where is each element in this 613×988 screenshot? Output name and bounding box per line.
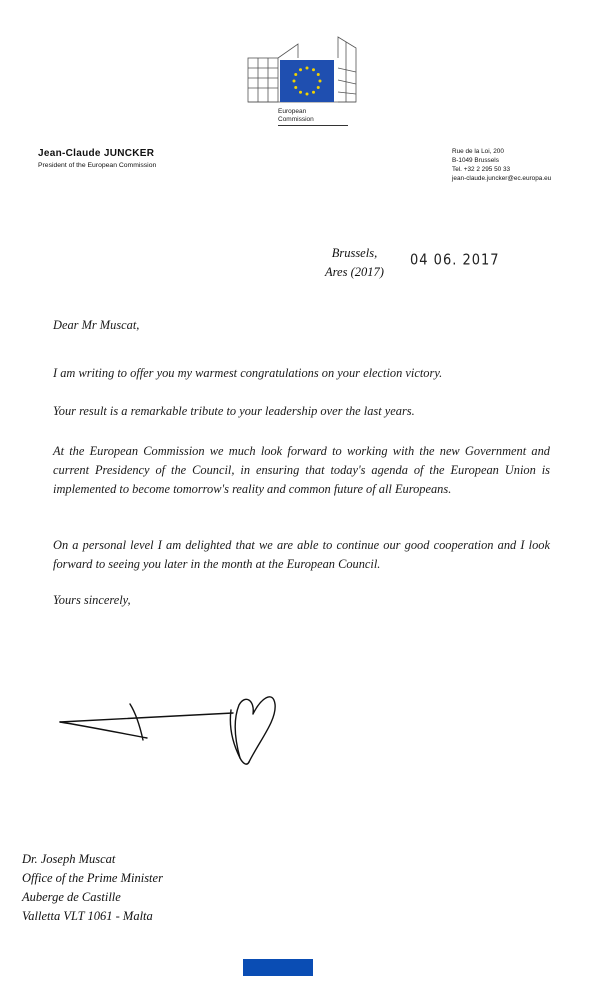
paragraph: On a personal level I am delighted that we are able to continue our good cooperation and I look forward to seeing you later in the month at the European Council. bbox=[53, 538, 550, 571]
sender-name: Jean-Claude JUNCKER bbox=[38, 148, 155, 159]
eu-star-icon bbox=[306, 67, 309, 70]
eu-star-icon bbox=[312, 68, 315, 71]
eu-star-icon bbox=[312, 91, 315, 94]
address-line: Rue de la Loi, 200 bbox=[452, 148, 504, 155]
logo-wordmark bbox=[278, 108, 314, 123]
paragraph: At the European Commission we much look forward to working with the new Government and current Presidency of the Council, in ensuring that today's agenda of the European Union is implemented to become tomorrow's reality and common future of all Europeans. bbox=[53, 444, 550, 496]
handwritten-signature bbox=[55, 680, 285, 780]
eu-star-icon bbox=[306, 93, 309, 96]
salutation: Dear Mr Muscat, bbox=[53, 318, 140, 332]
date-stamp: 04 06. 2017 bbox=[410, 251, 500, 270]
recipient-address bbox=[22, 850, 163, 926]
closing: Yours sincerely, bbox=[53, 593, 131, 607]
paragraph: Your result is a remarkable tribute to your leadership over the last years. bbox=[53, 404, 415, 418]
eu-star-icon bbox=[294, 86, 297, 89]
dateline-place bbox=[325, 244, 384, 282]
address-line: B-1049 Brussels bbox=[452, 157, 499, 164]
sender-address bbox=[452, 147, 551, 183]
eu-star-icon bbox=[293, 80, 296, 83]
eu-star-icon bbox=[319, 80, 322, 83]
address-email: jean-claude.juncker@ec.europa.eu bbox=[452, 175, 552, 182]
eu-star-icon bbox=[317, 86, 320, 89]
recipient-line: Office of the Prime Minister bbox=[22, 871, 163, 885]
dateline-reference: Ares (2017) bbox=[325, 265, 384, 279]
eu-star-icon bbox=[299, 91, 302, 94]
logo-text-line-2: Commission bbox=[278, 115, 314, 123]
logo-text-line-1: European bbox=[278, 108, 307, 115]
dateline-city: Brussels, bbox=[331, 246, 378, 260]
recipient-line: Valletta VLT 1061 - Malta bbox=[22, 909, 153, 923]
sender-title: President of the European Commission bbox=[38, 162, 157, 169]
recipient-line: Dr. Joseph Muscat bbox=[22, 852, 116, 866]
paragraph: I am writing to offer you my warmest congratulations on your election victory. bbox=[53, 366, 443, 380]
footer-blue-bar bbox=[243, 959, 313, 976]
logo-divider bbox=[278, 125, 348, 126]
address-line: Tel. +32 2 295 50 33 bbox=[452, 166, 511, 173]
recipient-line: Auberge de Castille bbox=[22, 890, 121, 904]
eu-star-icon bbox=[299, 68, 302, 71]
eu-star-icon bbox=[317, 73, 320, 76]
eu-star-icon bbox=[294, 73, 297, 76]
